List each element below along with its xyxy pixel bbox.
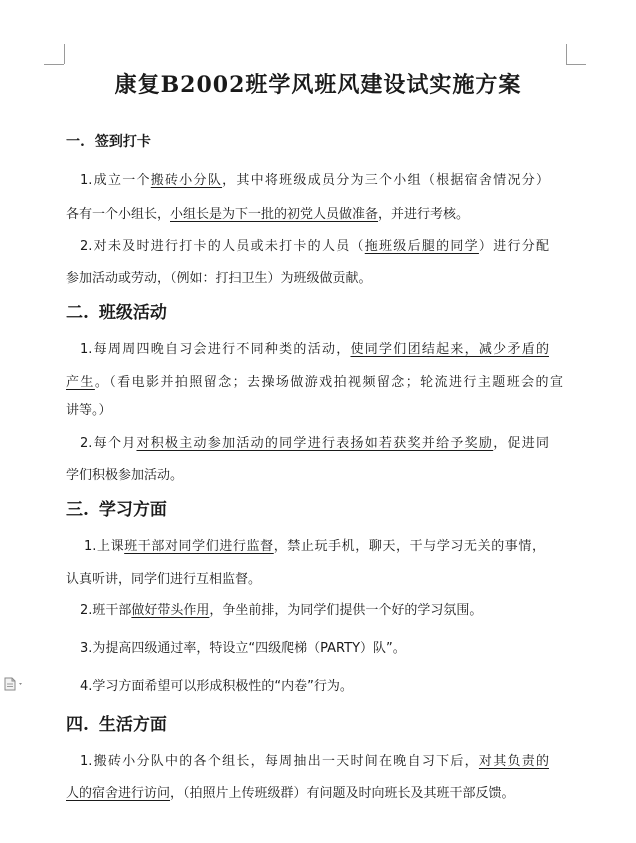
paragraph-line: 1.搬砖小分队中的各个组长，每周抽出一天时间在晚自习下后，对其负责的 (80, 754, 549, 769)
paragraph-line: 1.每周周四晚自习会进行不同种类的活动，使同学们团结起来，减少矛盾的 (80, 342, 549, 357)
paragraph-line: 认真听讲，同学们进行互相监督。 (66, 572, 262, 587)
section-heading: 三. 学习方面 (66, 500, 167, 520)
paragraph-line: 讲等。） (66, 403, 112, 418)
document-options-icon[interactable] (4, 676, 26, 690)
paragraph-line: 参加活动或劳动，（例如：打扫卫生）为班级做贡献。 (66, 271, 372, 286)
paragraph-line: 2.班干部做好带头作用，争坐前排，为同学们提供一个好的学习氛围。 (80, 603, 483, 618)
crop-mark (44, 64, 64, 65)
paragraph-line: 3.为提高四级通过率，特设立“四级爬梯（PARTY）队”。 (80, 641, 406, 656)
document-title: 康复B2002班学风班风建设试实施方案 (114, 72, 522, 98)
paragraph-line: 2.每个月对积极主动参加活动的同学进行表扬如若获奖并给予奖励，促进同 (80, 436, 549, 451)
paragraph-line: 产生。（看电影并拍照留念；去操场做游戏拍视频留念；轮流进行主题班会的宣 (66, 375, 563, 390)
crop-mark (566, 44, 567, 64)
paragraph-line: 2.对未及时进行打卡的人员或未打卡的人员（拖班级后腿的同学）进行分配 (80, 239, 549, 254)
paragraph-line: 4.学习方面希望可以形成积极性的“内卷”行为。 (80, 679, 353, 694)
section-heading: 四. 生活方面 (66, 715, 167, 735)
section-heading: 一. 签到打卡 (66, 134, 151, 150)
crop-mark (566, 64, 586, 65)
crop-mark (64, 44, 65, 64)
section-heading: 二. 班级活动 (66, 303, 167, 323)
paragraph-line: 1.成立一个搬砖小分队，其中将班级成员分为三个小组（根据宿舍情况分） (80, 173, 549, 188)
paragraph-line: 人的宿舍进行访问，（拍照片上传班级群）有问题及时向班长及其班干部反馈。 (66, 786, 515, 801)
paragraph-line: 各有一个小组长，小组长是为下一批的初党人员做准备，并进行考核。 (66, 207, 470, 222)
paragraph-line: 学们积极参加活动。 (66, 468, 184, 483)
paragraph-line: 1.上课班干部对同学们进行监督，禁止玩手机，聊天，干与学习无关的事情， (84, 539, 545, 554)
